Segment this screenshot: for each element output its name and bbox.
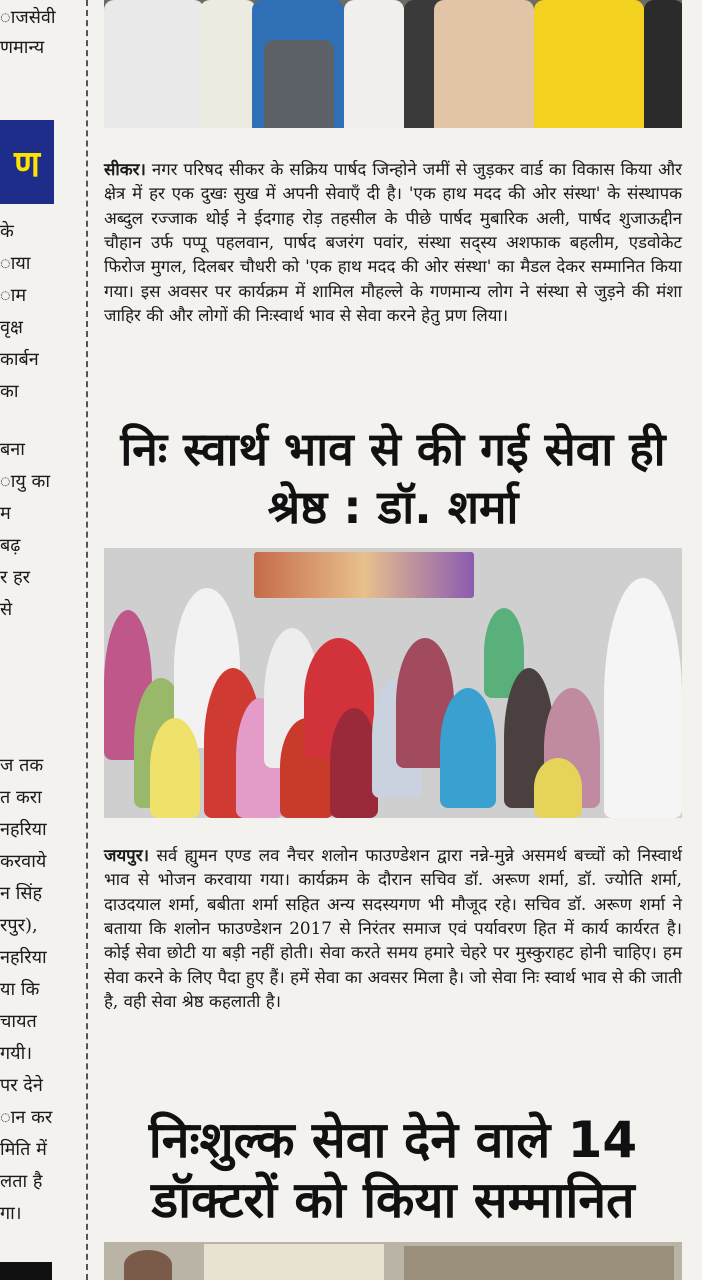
left-text-fragment: पर देने — [0, 1075, 43, 1096]
left-text-fragment: ज तक — [0, 755, 44, 776]
left-text-fragment: णमान्य — [0, 37, 45, 58]
left-text-fragment: चायत — [0, 1011, 37, 1032]
left-text-fragment: बढ़ — [0, 535, 21, 556]
headline-line: श्रेष्ठ : डॉ. शर्मा — [267, 480, 519, 534]
left-text-fragment: कार्बन — [0, 349, 39, 370]
person-figure — [264, 40, 334, 128]
stage-banner — [204, 1244, 384, 1280]
main-column — [104, 0, 684, 1280]
left-text-fragment: गयी। — [0, 1043, 33, 1064]
adult-figure — [604, 578, 682, 818]
left-text-fragment: ान कर — [0, 1107, 53, 1128]
headline-line: निः स्वार्थ भाव से की गई सेवा ही — [120, 422, 666, 476]
left-text-fragment: नहरिया — [0, 947, 47, 968]
left-text-fragment: र हर — [0, 567, 31, 588]
person-figure — [200, 0, 256, 128]
photo-children-group — [104, 548, 682, 818]
left-text-fragment: से — [0, 599, 13, 620]
person-figure — [434, 0, 534, 128]
column-divider — [86, 0, 88, 1280]
article-sikar-text: नगर परिषद सीकर के सक्रिय पार्षद जिन्होने जमीं से जुड़कर वार्ड का विकास किया और क्षेत्र में हर एक दुखः सुख में अपनी सेवाएँ दी है। 'एक हाथ मदद की ओर संस्था' के संस्थापक अब्दुल रज्जाक थोई ने ईदगाह रोड़ तहसील के पीछे पार्षद मुबारिक अली, पार्षद शुजाऊद्दीन चौहान उर्फ पप्पू पहलवान, पार्षद बजरंग पवांर, संस्था सद्स्य अशफाक बहलीम, एडवोकेट फिरोज मुगल, दिलबर चौधरी को 'एक हाथ मदद की ओर संस्था' का मैडल देकर सम्मानित किया गया। इस अवसर पर कार्यक्रम में शामिल मौहल्ले के गणमान्य लोग ने संस्था से जुड़ने की मंशा जाहिर की और लोगों की निःस्वार्थ भाव से सेवा करने हेतु प्रण लिया। — [104, 158, 682, 326]
left-text-fragment: ायु का — [0, 471, 51, 492]
left-text-fragment: ाया — [0, 253, 31, 274]
left-text-fragment: या कि — [0, 979, 40, 1000]
left-text-fragment: रपुर), — [0, 915, 38, 936]
person-figure — [104, 0, 204, 128]
left-text-fragment: करवाये — [0, 851, 47, 872]
left-text-fragment: बना — [0, 439, 25, 460]
section-badge: ण — [0, 120, 54, 204]
left-text-fragment: वृक्ष — [0, 317, 23, 338]
headline-doctors-honoured — [104, 1110, 682, 1230]
child-figure — [150, 718, 200, 818]
dateline-jaipur: जयपुर। — [104, 844, 149, 865]
left-text-fragment: त करा — [0, 787, 42, 808]
headline-line: निःशुल्क सेवा देने वाले 14 — [148, 1111, 638, 1169]
person-figure — [534, 0, 644, 128]
headline-selfless-service — [104, 420, 682, 536]
child-figure — [534, 758, 582, 818]
photo-felicitation-group — [104, 0, 682, 128]
left-text-fragment: लता है — [0, 1171, 43, 1192]
left-text-fragment: ाम — [0, 285, 27, 306]
person-figure — [344, 0, 404, 128]
child-figure — [440, 688, 496, 808]
left-text-fragment: का — [0, 381, 19, 402]
article-sikar-body — [104, 157, 682, 328]
article-jaipur-text: सर्व ह्युमन एण्ड लव नैचर शलोन फाउण्डेशन द्वारा नन्ने-मुन्ने असमर्थ बच्चों को निस्वार्थ भाव से भोजन करवाया गया। कार्यक्रम के दौरान सचिव डॉ. अरूण शर्मा, डॉ. ज्योति शर्मा, दाउदयाल शर्मा, बबीता शर्मा सहित अन्य सदस्यगण भी मौजूद रहे। सचिव डॉ. अरूण शर्मा ने बताया कि शलोन फाउण्डेशन 2017 से निरंतर समाज एवं पर्यावरण हित में कार्य कार्यरत है। कोई सेवा छोटी या बड़ी नहीं होती। सेवा करते समय हमारे चेहरे पर मुस्कुराहट होनी चाहिए। हम सेवा करने के लिए पैदा हुए हैं। हमें सेवा का अवसर मिला है। जो सेवा निः स्वार्थ भाव से की जाती है, वही सेवा श्रेष्ठ कहलाती है। — [104, 844, 682, 1012]
person-figure — [124, 1250, 172, 1280]
headline-line: डॉक्टरों को किया सम्मानित — [151, 1171, 635, 1229]
dateline-sikar: सीकर। — [104, 158, 146, 179]
left-text-fragment: गा। — [0, 1203, 22, 1224]
wall-banner — [254, 552, 474, 598]
left-text-fragment: न सिंह — [0, 883, 43, 904]
photo-doctors-event — [104, 1242, 682, 1280]
article-jaipur-body — [104, 843, 682, 1014]
left-text-fragment: नहरिया — [0, 819, 47, 840]
left-text-fragment: मिति में — [0, 1139, 47, 1160]
left-text-fragment: ाजसेवी — [0, 7, 56, 28]
stage-backdrop — [404, 1246, 674, 1280]
left-bottom-block — [0, 1262, 52, 1280]
left-text-fragment: के — [0, 221, 14, 242]
left-text-fragment: म — [0, 503, 11, 524]
person-figure — [644, 0, 682, 128]
child-figure — [330, 708, 378, 818]
left-column-fragment — [0, 0, 82, 1280]
